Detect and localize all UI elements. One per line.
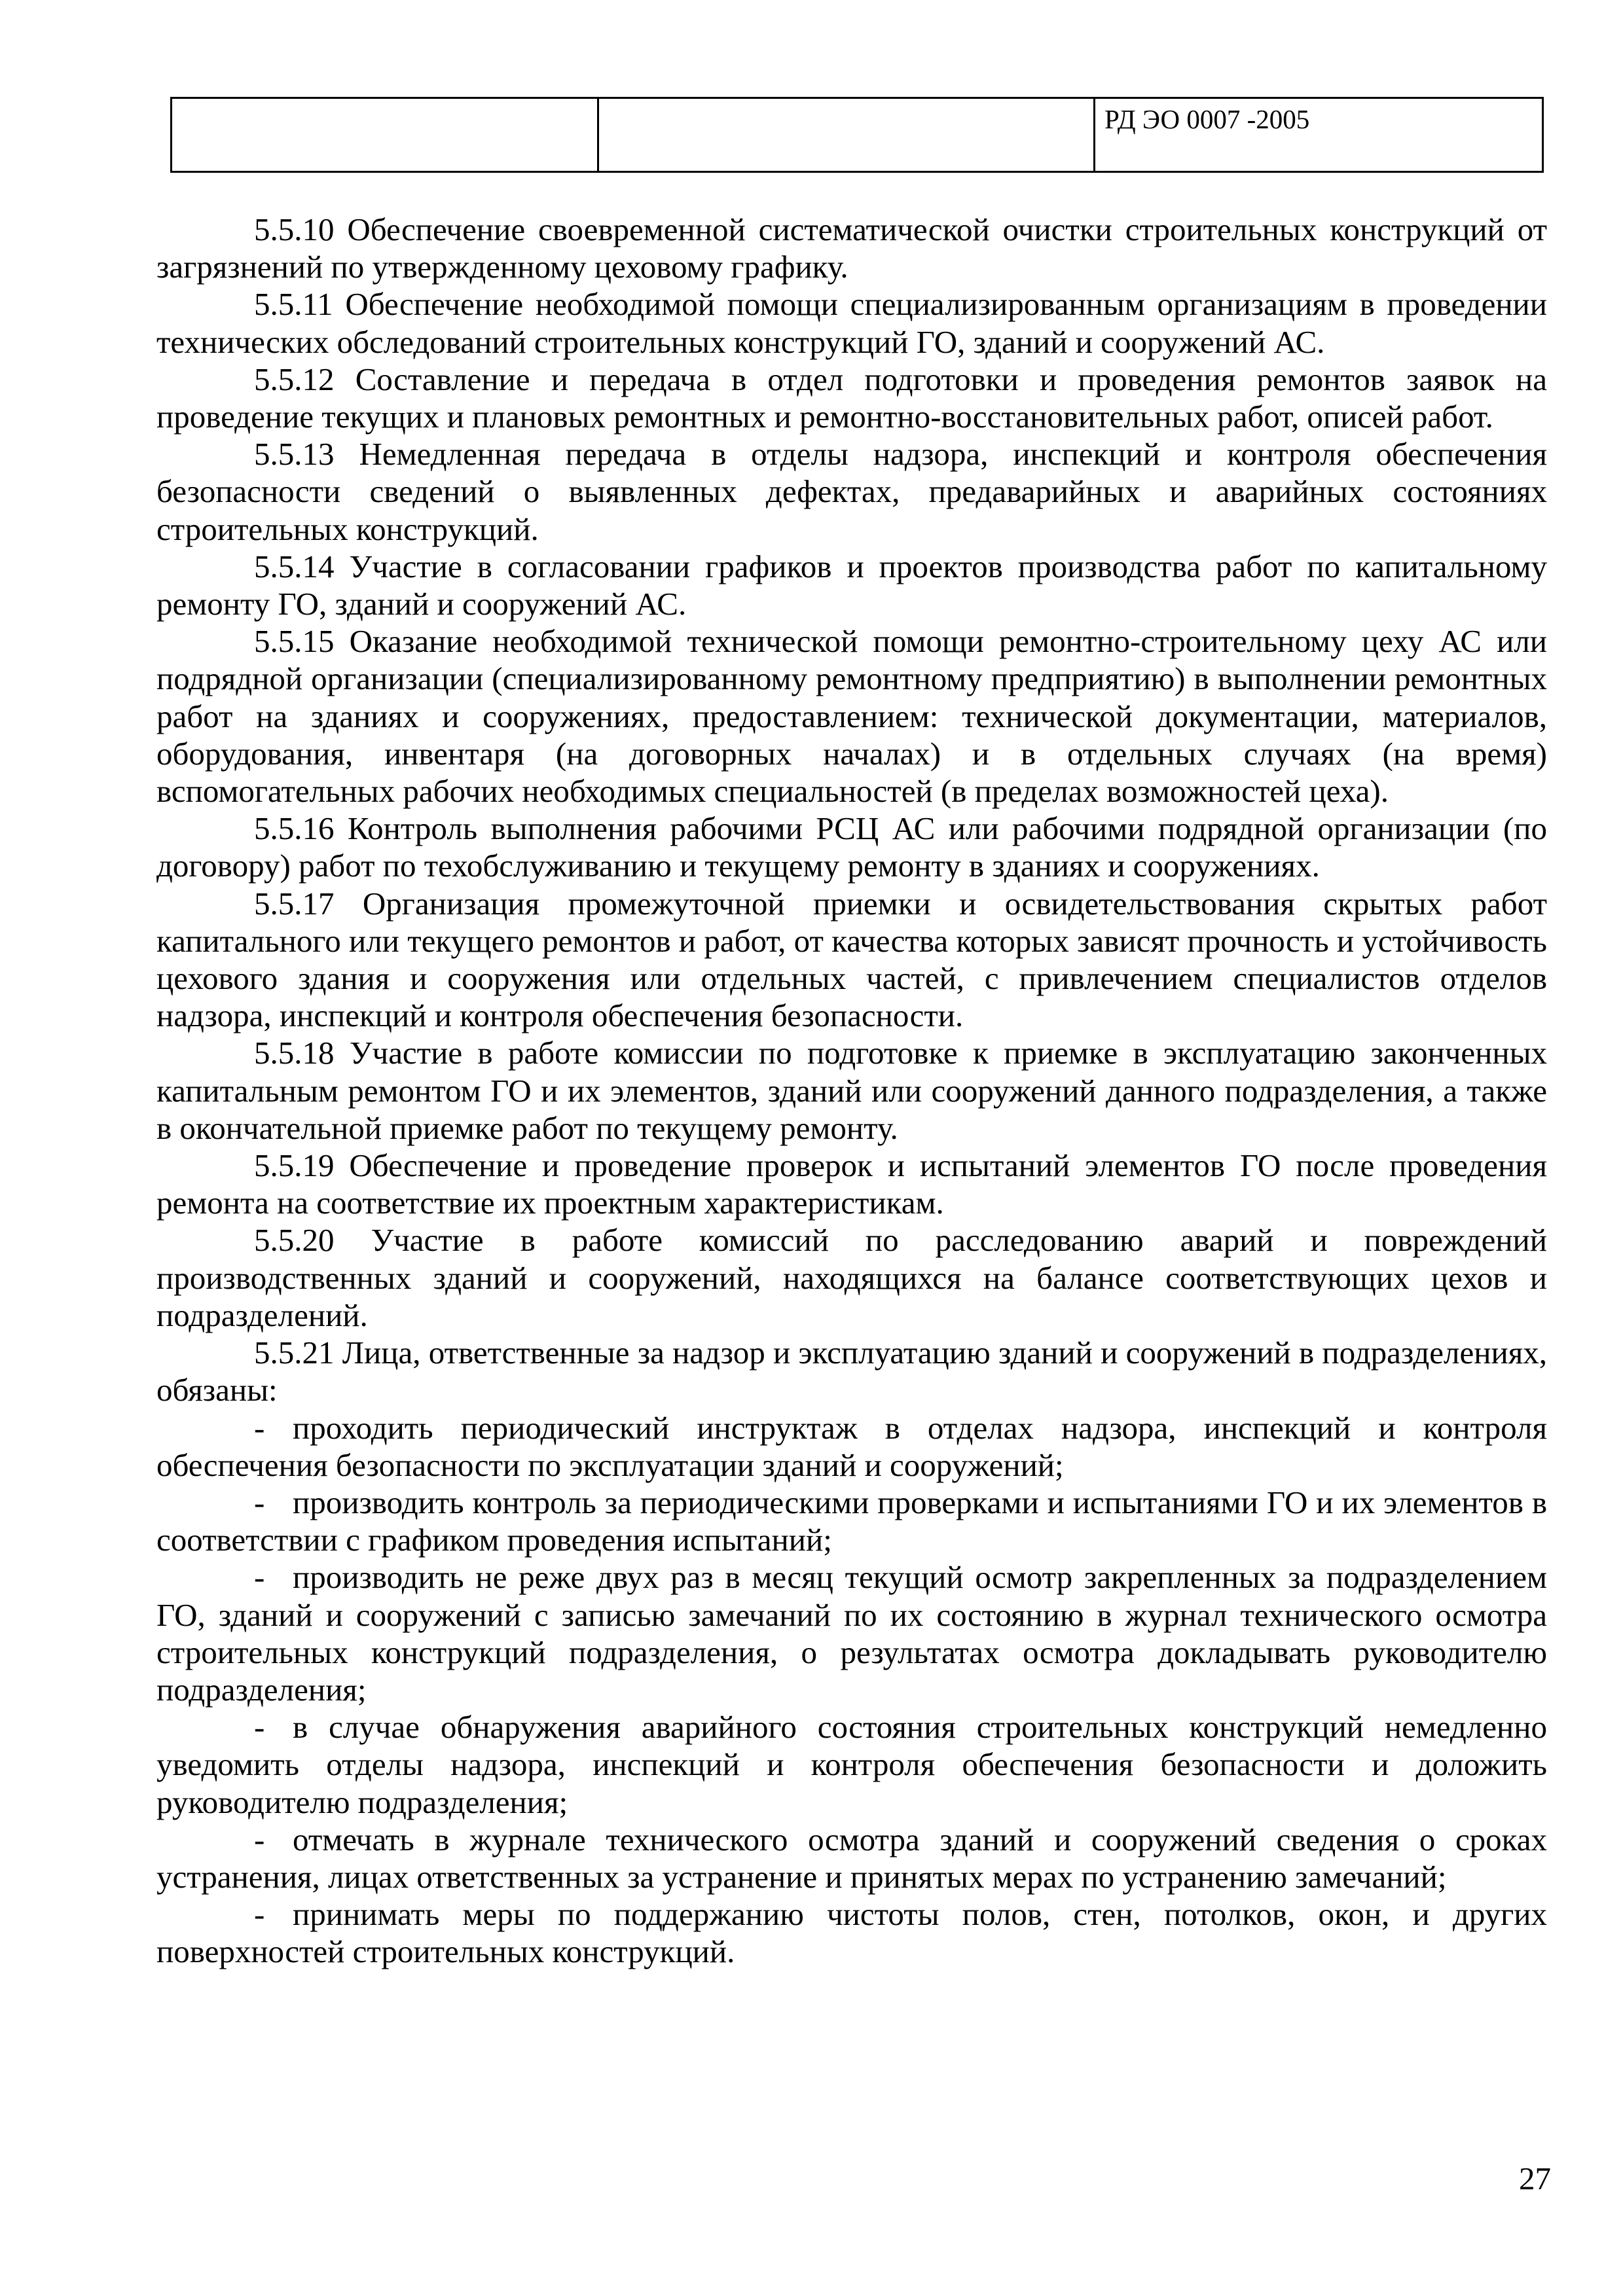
header-cell-left <box>172 98 598 172</box>
bullet-text: проходить периодический инструктаж в отделах надзора, инспекций и контроля обеспечения безопасности по эксплуатации зданий и сооружений; <box>156 1409 1547 1483</box>
header-cell-middle <box>598 98 1095 172</box>
paragraph-5-5-10: 5.5.10 Обеспечение своевременной систематической очистки строительных конструкций от загрязнений по утвержденному цеховому графику. <box>156 211 1547 285</box>
bullet-dash: - <box>254 1896 265 1933</box>
paragraph-5-5-13: 5.5.13 Немедленная передача в отделы надзора, инспекций и контроля обеспечения безопасности сведений о выявленных дефектах, предаварийных и аварийных состояниях строительных конструкций. <box>156 436 1547 547</box>
paragraph-5-5-12: 5.5.12 Составление и передача в отдел подготовки и проведения ремонтов заявок на проведение текущих и плановых ремонтных и ремонтно-восстановительных работ, описей работ. <box>156 361 1547 435</box>
bullet-dash: - <box>254 1559 265 1596</box>
paragraph-5-5-15: 5.5.15 Оказание необходимой технической помощи ремонтно-строительному цеху АС или подрядной организации (специализированному ремонтному предприятию) в выполнении ремонтных работ на зданиях и сооружениях, предоставлением: технической документации, материалов, оборудования, инвентаря (на договорных началах) и в отдельных случаях (на время) вспомогательных рабочих необходимых специальностей (в пределах возможностей цеха). <box>156 623 1547 810</box>
bullet-dash: - <box>254 1484 265 1520</box>
page-number: 27 <box>1519 2161 1551 2197</box>
bullet-dash: - <box>254 1409 265 1446</box>
paragraph-5-5-20: 5.5.20 Участие в работе комиссий по расследованию аварий и повреждений производственных зданий и сооружений, находящихся на балансе соответствующих цехов и подразделений. <box>156 1222 1547 1333</box>
bullet-text: в случае обнаружения аварийного состояния строительных конструкций немедленно уведомить отделы надзора, инспекций и контроля обеспечения безопасности и доложить руководителю подразделения; <box>156 1709 1547 1820</box>
bullet-dash: - <box>254 1821 265 1857</box>
paragraph-5-5-19: 5.5.19 Обеспечение и проведение проверок и испытаний элементов ГО после проведения ремонта на соответствие их проектным характеристикам. <box>156 1147 1547 1221</box>
bullet-text: отмечать в журнале технического осмотра зданий и сооружений сведения о сроках устранения, лицах ответственных за устранение и принятых мерах по устранению замечаний; <box>156 1821 1547 1895</box>
paragraph-5-5-18: 5.5.18 Участие в работе комиссии по подготовке к приемке в эксплуатацию законченных капитальным ремонтом ГО и их элементов, зданий или сооружений данного подразделения, а также в окончательной приемке работ по текущему ремонту. <box>156 1035 1547 1146</box>
paragraph-5-5-17: 5.5.17 Организация промежуточной приемки и освидетельствования скрытых работ капитального или текущего ремонтов и работ, от качества которых зависят прочность и устойчивость цехового здания и сооружения или отдельных частей, с привлечением специалистов отделов надзора, инспекций и контроля обеспечения безопасности. <box>156 885 1547 1034</box>
bullet-text: принимать меры по поддержанию чистоты полов, стен, потолков, окон, и других поверхностей строительных конструкций. <box>156 1896 1547 1970</box>
document-header-table <box>170 97 1544 173</box>
paragraph-5-5-11: 5.5.11 Обеспечение необходимой помощи специализированным организациям в проведении технических обследований строительных конструкций ГО, зданий и сооружений АС. <box>156 286 1547 360</box>
paragraph-5-5-14: 5.5.14 Участие в согласовании графиков и проектов производства работ по капитальному ремонту ГО, зданий и сооружений АС. <box>156 548 1547 622</box>
bullet-text: производить контроль за периодическими проверками и испытаниями ГО и их элементов в соответствии с графиком проведения испытаний; <box>156 1484 1547 1558</box>
bullet-item <box>156 1558 1547 1708</box>
paragraph-5-5-16: 5.5.16 Контроль выполнения рабочими РСЦ АС или рабочими подрядной организации (по договору) работ по техобслуживанию и текущему ремонту в зданиях и сооружениях. <box>156 810 1547 884</box>
header-row <box>172 98 1543 172</box>
bullet-item <box>156 1821 1547 1895</box>
bullet-item <box>156 1708 1547 1821</box>
bullet-item <box>156 1484 1547 1558</box>
bullet-dash: - <box>254 1709 265 1746</box>
document-body <box>156 211 1547 1971</box>
paragraph-5-5-21: 5.5.21 Лица, ответственные за надзор и эксплуатацию зданий и сооружений в подразделениях, обязаны: <box>156 1335 1547 1408</box>
bullet-item <box>156 1409 1547 1484</box>
document-code: РД ЭО 0007 -2005 <box>1095 98 1543 172</box>
bullet-text: производить не реже двух раз в месяц текущий осмотр закрепленных за подразделением ГО, зданий и сооружений с записью замечаний по их состоянию в журнал технического осмотра строительных конструкций подразделения, о результатах осмотра докладывать руководителю подразделения; <box>156 1559 1547 1708</box>
bullet-item <box>156 1895 1547 1970</box>
